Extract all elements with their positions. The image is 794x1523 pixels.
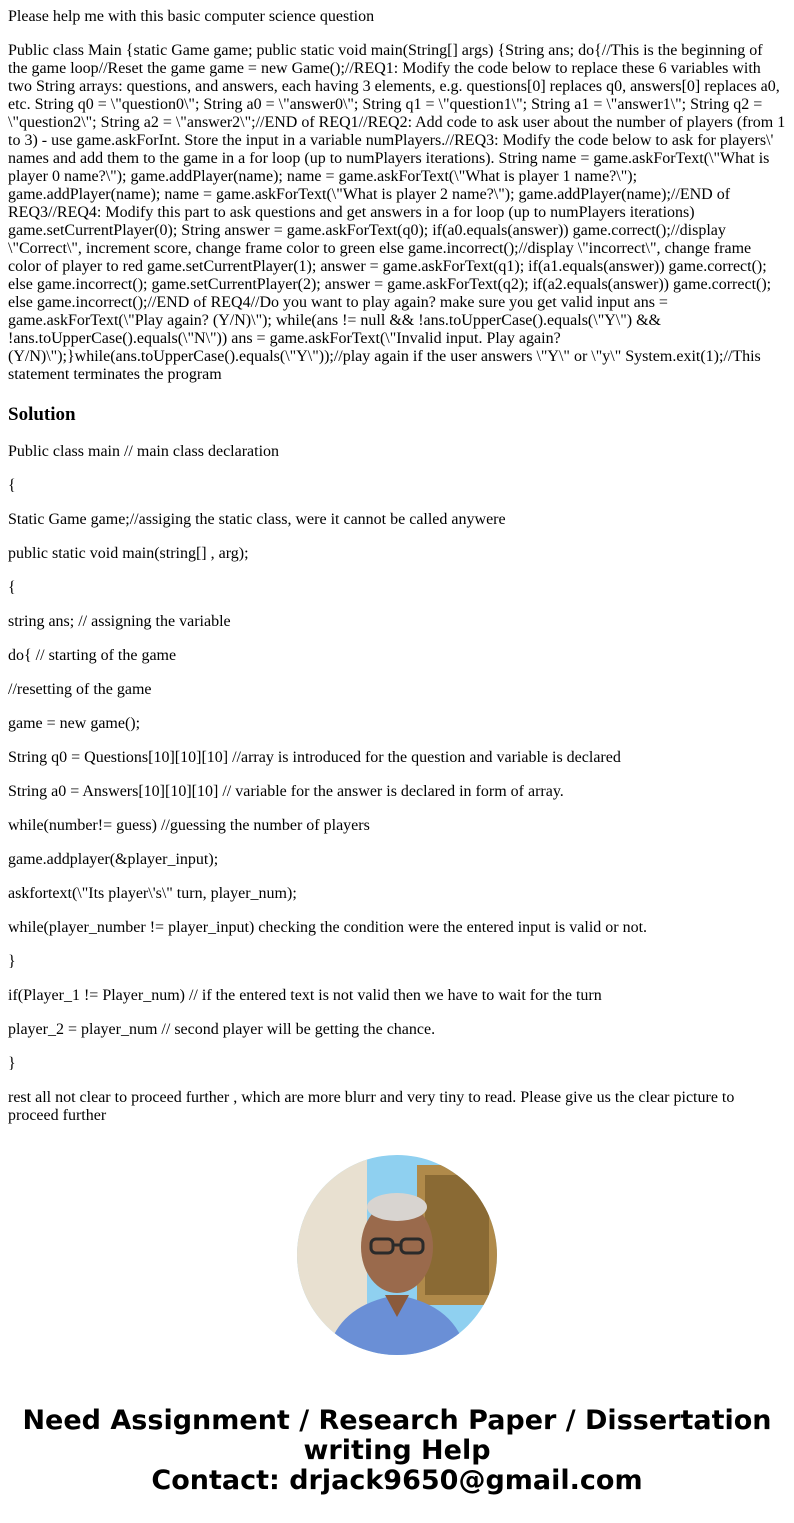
question-body: Public class Main {static Game game; public static void main(String[] args) {String ans; do{//This is the beginning of the game loop//Reset the game game = new Game();//REQ1: Modify the code below to replace these 6 variables with two String arrays: questions, and answers, each having 3 elements, e.g. questions[0] replaces q0, answers[0] replaces a0, etc. String q0 = \"question0\"; String a0 = \"answer0\"; String q1 = \"question1\"; String a1 = \"answer1\"; String q2 = \"question2\"; String a2 = \"answer2\";//END of REQ1//REQ2: Add code to ask user about the number of players (from 1 to 3) - use game.askForInt. Store the input in a variable numPlayers.//REQ3: Modify the code below to ask for players\' names and add them to the game in a for loop (up to numPlayers iterations). String name = game.askForText(\"What is player 0 name?\"); game.addPlayer(name); name = game.askForText(\"What is player 1 name?\"); game.addPlayer(name); name = game.askForText(\"What is player 2 name?\"); game.addPlayer(name);//END of REQ3//REQ4: Modify this part to ask questions and get answers in a for loop (up to numPlayers iterations) game.setCurrentPlayer(0); String answer = game.askForText(q0); if(a0.equals(answer)) game.correct();//display \"Correct\", increment score, change frame color to green else game.incorrect();//display \"incorrect\", change frame color of player to red game.setCurrentPlayer(1); answer = game.askForText(q1); if(a1.equals(answer)) game.correct(); else game.incorrect(); game.setCurrentPlayer(2); answer = game.askForText(q2); if(a2.equals(answer)) game.correct(); else game.incorrect();//END of REQ4//Do you want to play again? make sure you get valid input ans = game.askForText(\"Play again? (Y/N)\"); while(ans != null && !ans.toUpperCase().equals(\"Y\") && !ans.toUpperCase().equals(\"N\")) ans = game.askForText(\"Invalid input. Play again? (Y/N)\");}while(ans.toUpperCase().equals(\"Y\"));//play again if the user answers \"Y\" or \"y\" System.exit(1);//This statement terminates the program [8, 42, 786, 383]
solution-line: player_2 = player_num // second player will be getting the chance. [8, 1021, 436, 1038]
solution-line: while(player_number != player_input) checking the condition were the entered input is valid or not. [8, 919, 648, 936]
solution-line: askfortext(\"Its player\'s\" turn, player_num); [8, 885, 297, 902]
solution-line: game = new game(); [8, 715, 141, 732]
question-title: Please help me with this basic computer science question [8, 8, 375, 25]
solution-line: { [8, 477, 16, 494]
solution-line: public static void main(string[] , arg); [8, 545, 249, 562]
avatar-container [8, 1155, 786, 1355]
avatar-portrait-image [297, 1155, 497, 1355]
solution-line: //resetting of the game [8, 681, 152, 698]
avatar-door-panel [425, 1175, 489, 1295]
solution-line: string ans; // assigning the variable [8, 613, 231, 630]
solution-heading: Solution [8, 404, 76, 425]
solution-line: while(number!= guess) //guessing the number of players [8, 817, 370, 834]
avatar [297, 1155, 497, 1355]
promo-banner [8, 1406, 786, 1496]
promo-line-2: writing Help [303, 1435, 491, 1466]
promo-contact: Contact: drjack9650@gmail.com [151, 1465, 643, 1496]
avatar-hair [367, 1193, 427, 1221]
solution-line: { [8, 579, 16, 596]
solution-line: if(Player_1 != Player_num) // if the entered text is not valid then we have to wait for the turn [8, 987, 602, 1004]
solution-line: game.addplayer(&player_input); [8, 851, 219, 868]
solution-line: Static Game game;//assiging the static class, were it cannot be called anywere [8, 511, 506, 528]
solution-line: rest all not clear to proceed further , which are more blurr and very tiny to read. Please give us the clear picture to proceed further [8, 1089, 735, 1124]
solution-line: } [8, 1055, 16, 1072]
solution-line: } [8, 953, 16, 970]
solution-line: String a0 = Answers[10][10][10] // variable for the answer is declared in form of array. [8, 783, 564, 800]
solution-line: do{ // starting of the game [8, 647, 177, 664]
solution-body [8, 443, 786, 1125]
solution-line: Public class main // main class declaration [8, 443, 280, 460]
promo-line-1: Need Assignment / Research Paper / Dissertation [22, 1405, 772, 1436]
solution-line: String q0 = Questions[10][10][10] //array is introduced for the question and variable is declared [8, 749, 621, 766]
